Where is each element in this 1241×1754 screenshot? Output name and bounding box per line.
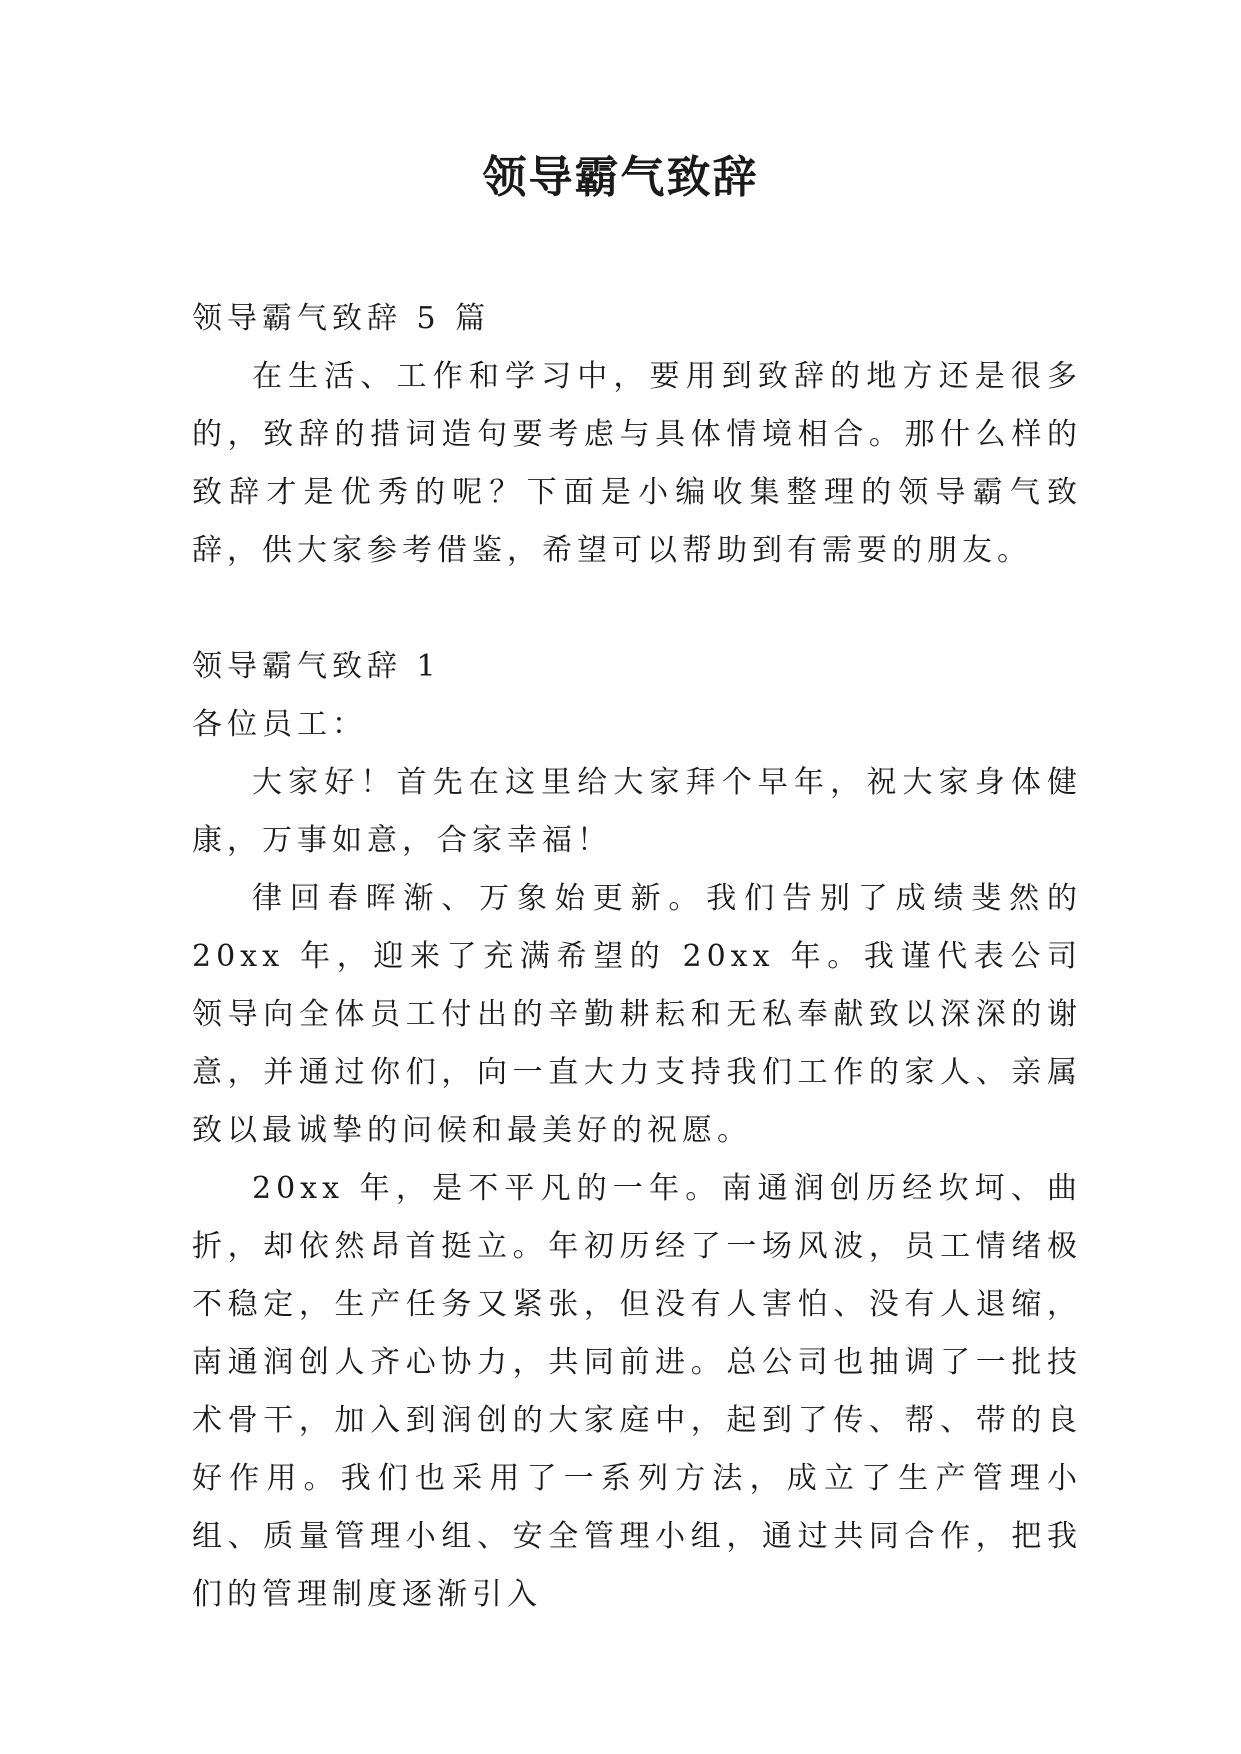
document-body bbox=[192, 290, 1082, 1624]
body-paragraph-2: 律回春晖渐、万象始更新。我们告别了成绩斐然的 20xx 年，迎来了充满希望的 20xx 年。我谨代表公司领导向全体员工付出的辛勤耕耘和无私奉献致以深深的谢意，并通过你们，向一直大力支持我们工作的家人、亲属致以最诚挚的问候和最美好的祝愿。 bbox=[192, 881, 1082, 1148]
body-paragraph-1: 大家好！首先在这里给大家拜个早年，祝大家身体健康，万事如意，合家幸福！ bbox=[192, 765, 1082, 858]
intro-paragraph: 在生活、工作和学习中，要用到致辞的地方还是很多的，致辞的措词造句要考虑与具体情境相合。那什么样的致辞才是优秀的呢？下面是小编收集整理的领导霸气致辞，供大家参考借鉴，希望可以帮助到有需要的朋友。 bbox=[192, 359, 1082, 568]
body-paragraph-3: 20xx 年，是不平凡的一年。南通润创历经坎坷、曲折，却依然昂首挺立。年初历经了一场风波，员工情绪极不稳定，生产任务又紧张，但没有人害怕、没有人退缩，南通润创人齐心协力，共同前进。总公司也抽调了一批技术骨干，加入到润创的大家庭中，起到了传、帮、带的良好作用。我们也采用了一系列方法，成立了生产管理小组、质量管理小组、安全管理小组，通过共同合作，把我们的管理制度逐渐引入 bbox=[192, 1171, 1082, 1612]
section-spacer bbox=[192, 580, 1082, 638]
section-heading: 领导霸气致辞 1 bbox=[192, 649, 441, 684]
document-subtitle: 领导霸气致辞 5 篇 bbox=[192, 301, 491, 336]
document-title: 领导霸气致辞 bbox=[482, 152, 759, 203]
salutation: 各位员工： bbox=[192, 707, 367, 742]
